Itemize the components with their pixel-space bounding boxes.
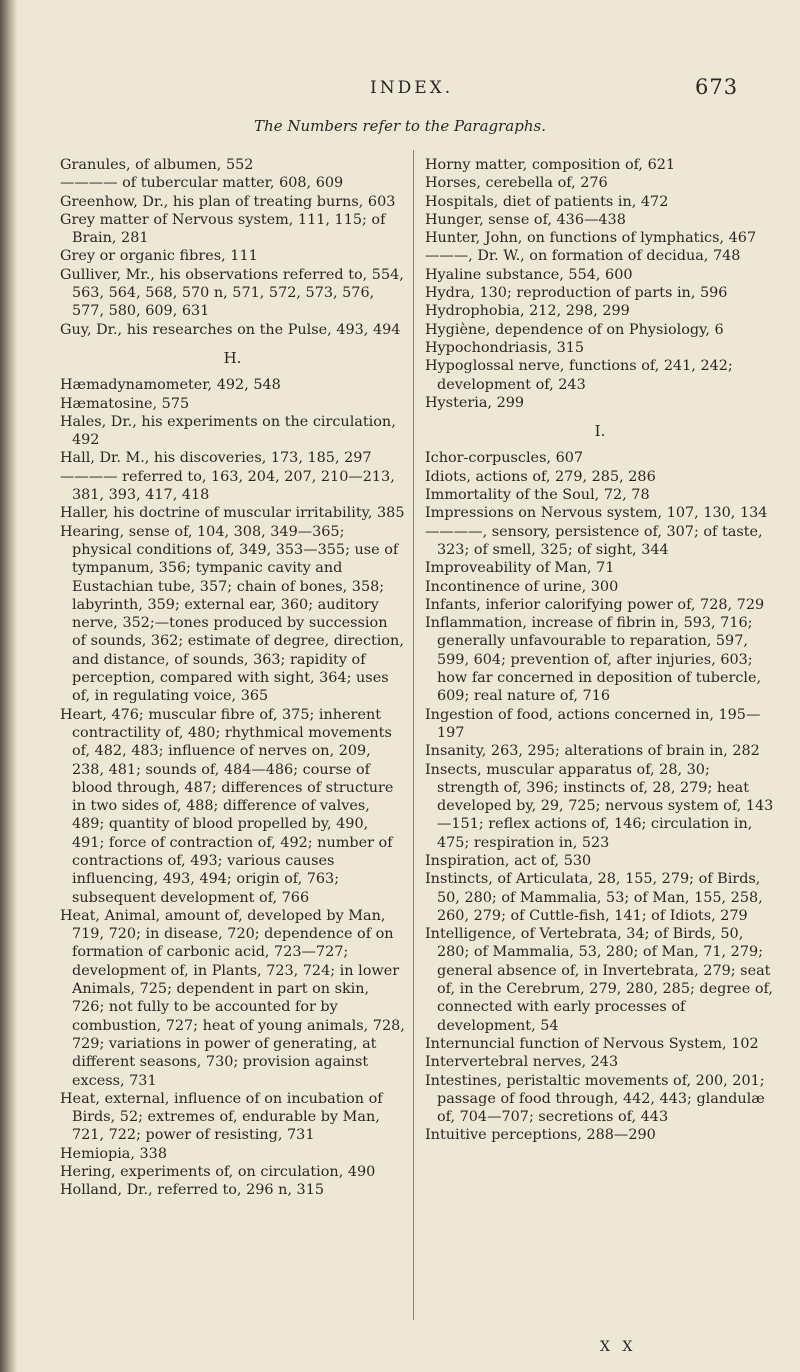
section-letter: I. [594,422,606,441]
index-entry: Grey matter of Nervous system, 111, 115; of Brain, 281 [60,211,386,247]
index-entry: Ichor-corpuscles, 607 [425,450,584,467]
index-entry: Heat, Animal, amount of, developed by Man, 719, 720; in disease, 720; dependence of on formation of carbonic acid, 723—727; development of, in Plants, 723, 724; in lower Animals, 725; dependent in part on skin, 726; not fully to be accounted for by combustion, 727; heat of young animals, 728, 729; variations in power of generating, at different seasons, 730; provision against excess, 731 [60,907,405,1089]
index-entry: Insects, muscular apparatus of, 28, 30; strength of, 396; instincts of, 28, 279; heat developed by, 29, 725; nervous system of, 143—151; reflex actions of, 146; circulation in, 475; respiration in, 523 [425,761,774,851]
index-entry: Gulliver, Mr., his observations referred to, 554, 563, 564, 568, 570 n, 571, 572, 573, 576, 577, 580, 609, 631 [60,266,404,320]
index-entry: Incontinence of urine, 300 [425,578,619,595]
index-entry: Hales, Dr., his experiments on the circulation, 492 [60,413,396,449]
index-entry: Hering, experiments of, on circulation, 490 [60,1164,376,1181]
index-entry: Hydra, 130; reproduction of parts in, 596 [425,285,728,302]
index-entry: Hygiène, dependence of on Physiology, 6 [425,321,724,338]
index-entry: Hysteria, 299 [425,394,525,411]
index-entry: Intuitive perceptions, 288—290 [425,1127,656,1144]
index-entry: Hæmatosine, 575 [60,395,190,412]
index-entry: Ingestion of food, actions concerned in, 195—197 [425,706,761,741]
index-entry: Horny matter, composition of, 621 [425,157,676,173]
page-header [0,75,800,108]
index-entry: Granules, of albumen, 552 [60,157,254,173]
index-entry: Hyaline substance, 554, 600 [425,266,633,283]
index-note: The Numbers refer to the Paragraphs. [254,117,546,135]
index-entry: Hypoglossal nerve, functions of, 241, 242; development of, 243 [425,358,733,393]
section-letter: H. [223,348,242,367]
column-divider [413,150,414,1320]
index-entry: Horses, cerebella of, 276 [425,175,608,192]
index-entry: Heart, 476; muscular fibre of, 375; inherent contractility of, 480; rhythmical movements of, 482, 483; influence of nerves on, 209, 238, 481; sounds of, 484—486; course of blood through, 487; differences of structure in two sides of, 488; difference of valves, 489; quantity of blood propelled by, 490, 491; force of contraction of, 492; number of contractions of, 493; various causes influencing, 493, 494; origin of, 763; subsequent development of, 766 [60,706,394,906]
signature-mark: X X [600,1339,637,1355]
index-entry: Inspiration, act of, 530 [425,852,592,869]
index-entry: Intervertebral nerves, 243 [425,1054,619,1071]
index-entry: Intestines, peristaltic movements of, 200, 201; passage of food through, 442, 443; glandulæ of, 704—707; secretions of, 443 [425,1072,765,1126]
index-entry: Hall, Dr. M., his discoveries, 173, 185, 297 [60,450,372,467]
book-spine-shadow [0,0,18,1372]
index-entry: Intelligence, of Vertebrata, 34; of Birds, 50, 280; of Mammalia, 53, 280; of Man, 71, 279; general absence of, in Invertebrata, 279; seat of, in the Cerebrum, 279, 280, 285; degree of, connected with early processes of development, 54 [425,926,773,1034]
index-entry: Hunger, sense of, 436—438 [425,211,626,228]
index-entry: Instincts, of Articulata, 28, 155, 279; of Birds, 50, 280; of Mammalia, 53; of Man, 155, 258, 260, 279; of Cuttle-fish, 141; of Idiots, 279 [425,871,763,924]
index-entry: Grey or organic fibres, 111 [60,248,258,265]
index-entry: Insanity, 263, 295; alterations of brain in, 282 [425,743,760,760]
index-entry: Hypochondriasis, 315 [425,339,585,356]
index-entry: ———— referred to, 163, 204, 207, 210—213, 381, 393, 417, 418 [60,468,395,504]
index-entry: Hemiopia, 338 [60,1145,167,1162]
index-entry: Improveability of Man, 71 [425,560,615,577]
index-entry: ———— of tubercular matter, 608, 609 [60,175,344,192]
index-entry: Haller, his doctrine of muscular irritability, 385 [60,505,405,522]
index-entry: Inflammation, increase of fibrin in, 593, 716; generally unfavourable to reparation, 597, 599, 604; prevention of, after injuries, 603; how far concerned in deposition of tubercle, 609; real nature of, 716 [425,615,762,705]
index-entry: Hearing, sense of, 104, 308, 349—365; physical conditions of, 349, 353—355; use of tympanum, 356; tympanic cavity and Eustachian tube, 357; chain of bones, 358; labyrinth, 359; external ear, 360; auditory nerve, 352;—tones produced by succession of sounds, 362; estimate of degree, direction, and distance, of sounds, 363; rapidity of perception, compared with sight, 364; uses of, in regulating voice, 365 [60,523,404,705]
index-column-right [425,156,775,1145]
index-entry: ———, Dr. W., on formation of decidua, 748 [425,248,741,265]
index-entry: ————, sensory, persistence of, 307; of taste, 323; of smell, 325; of sight, 344 [425,523,763,558]
running-title: INDEX. [370,78,454,98]
index-entry: Impressions on Nervous system, 107, 130, 134 [425,505,768,522]
page-number: 673 [695,75,739,99]
index-entry: Holland, Dr., referred to, 296 n, 315 [60,1182,325,1199]
index-entry: Guy, Dr., his researches on the Pulse, 493, 494 [60,321,401,338]
index-column-left [60,156,405,1200]
index-entry: Greenhow, Dr., his plan of treating burns, 603 [60,193,396,210]
index-entry: Hydrophobia, 212, 298, 299 [425,303,630,320]
index-entry: Hospitals, diet of patients in, 472 [425,193,669,210]
index-entry: Internuncial function of Nervous System, 102 [425,1035,759,1052]
index-entry: Heat, external, influence of on incubation of Birds, 52; extremes of, endurable by Man, 721, 722; power of resisting, 731 [60,1090,383,1144]
index-entry: Idiots, actions of, 279, 285, 286 [425,468,656,485]
index-entry: Infants, inferior calorifying power of, 728, 729 [425,596,765,613]
index-entry: Hunter, John, on functions of lymphatics, 467 [425,230,757,247]
index-entry: Hæmadynamometer, 492, 548 [60,377,281,394]
index-entry: Immortality of the Soul, 72, 78 [425,487,650,504]
